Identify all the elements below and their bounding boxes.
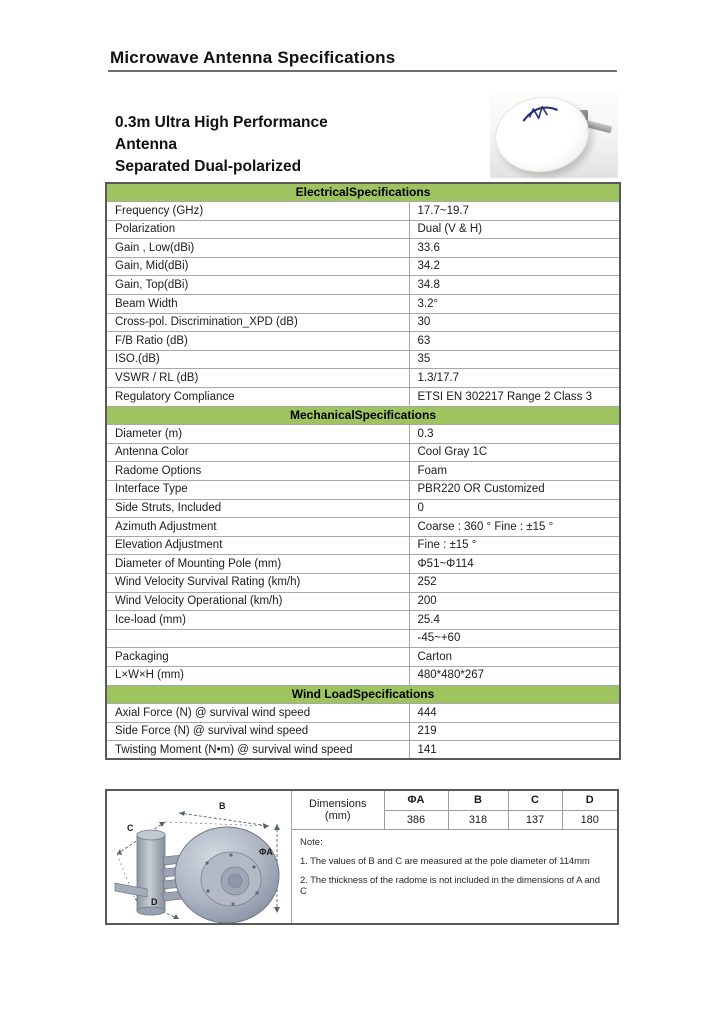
spec-label: Twisting Moment (N•m) @ survival wind speed [106,741,409,760]
spec-label: Gain , Low(dBi) [106,239,409,258]
spec-row [106,592,620,611]
spec-value: 252 [409,573,620,592]
spec-row [106,332,620,351]
spec-row [106,704,620,723]
spec-value: PBR220 OR Customized [409,481,620,500]
spec-value: 219 [409,722,620,741]
spec-row [106,629,620,648]
spec-label: F/B Ratio (dB) [106,332,409,351]
spec-row [106,481,620,500]
spec-label: Axial Force (N) @ survival wind speed [106,704,409,723]
spec-value: 63 [409,332,620,351]
spec-label: Azimuth Adjustment [106,518,409,537]
spec-row [106,202,620,221]
antenna-dish [490,91,594,178]
spec-row [106,536,620,555]
spec-value: ETSI EN 302217 Range 2 Class 3 [409,388,620,407]
section-header-wind-load: Wind LoadSpecifications [106,685,620,704]
spec-row [106,499,620,518]
spec-label: Beam Width [106,295,409,314]
spec-label: Interface Type [106,481,409,500]
spec-row [106,741,620,760]
dimensions-title-cell [292,791,384,829]
spec-row [106,313,620,332]
spec-row [106,573,620,592]
spec-value: Dual (V & H) [409,220,620,239]
dimensions-title: Dimensions [309,797,367,810]
spec-row [106,369,620,388]
product-name-line2: Antenna [115,136,177,153]
antenna-dimension-drawing [107,791,291,923]
spec-value: Carton [409,648,620,667]
dim-col-header: ΦA [384,791,448,810]
spec-row [106,350,620,369]
spec-table [105,182,619,760]
spec-row [106,257,620,276]
spec-label: Elevation Adjustment [106,536,409,555]
spec-label: Antenna Color [106,443,409,462]
spec-label: Side Struts, Included [106,499,409,518]
product-name-line3: Separated Dual-polarized [115,158,302,175]
dim-value: 137 [508,810,562,829]
product-name-line1: 0.3m Ultra High Performance [115,114,328,131]
spec-value: Coarse : 360 ° Fine : ±15 ° [409,518,620,537]
spec-value: 0 [409,499,620,518]
spec-row [106,220,620,239]
dim-value: 180 [562,810,617,829]
dimension-diagram [107,791,292,923]
product-photo [490,92,618,178]
spec-row [106,462,620,481]
dim-col-header: D [562,791,617,810]
spec-value: -45~+60 [409,629,620,648]
spec-value: 480*480*267 [409,666,620,685]
spec-value: 34.2 [409,257,620,276]
spec-label: Radome Options [106,462,409,481]
notes-block [292,830,617,897]
spec-row [106,722,620,741]
spec-value: 33.6 [409,239,620,258]
spec-value: Fine : ±15 ° [409,536,620,555]
spec-row [106,295,620,314]
spec-row [106,648,620,667]
brand-logo-icon [491,92,587,138]
spec-label: ISO.(dB) [106,350,409,369]
spec-label: Gain, Top(dBi) [106,276,409,295]
spec-label: Diameter of Mounting Pole (mm) [106,555,409,574]
spec-row [106,666,620,685]
dim-value: 386 [384,810,448,829]
spec-label: L×W×H (mm) [106,666,409,685]
spec-label: Frequency (GHz) [106,202,409,221]
page-title: Microwave Antenna Specifications [110,48,396,67]
section-header-electrical: ElectricalSpecifications [106,183,620,202]
spec-row [106,518,620,537]
spec-row [106,239,620,258]
spec-label: VSWR / RL (dB) [106,369,409,388]
spec-row [106,443,620,462]
spec-value: 34.8 [409,276,620,295]
dimension-info [292,791,617,923]
spec-label: Gain, Mid(dBi) [106,257,409,276]
spec-value: 444 [409,704,620,723]
dimensions-unit: (mm) [324,809,351,822]
spec-value: 0.3 [409,425,620,444]
note-title: Note: [300,836,323,848]
spec-label: Side Force (N) @ survival wind speed [106,722,409,741]
section-header-mechanical: MechanicalSpecifications [106,406,620,425]
dim-label-b: B [219,801,226,811]
spec-label: Regulatory Compliance [106,388,409,407]
spec-value: Foam [409,462,620,481]
product-name [115,112,485,178]
bottom-panel [105,789,619,925]
note-item: 1. The values of B and C are measured at the pole diameter of 114mm [300,855,590,867]
title-underline [108,70,617,72]
note-item: 2. The thickness of the radome is not included in the dimensions of A and C [300,874,600,897]
spec-label: Diameter (m) [106,425,409,444]
spec-row [106,388,620,407]
spec-value: 1.3/17.7 [409,369,620,388]
spec-value: 200 [409,592,620,611]
spec-row [106,425,620,444]
spec-row [106,276,620,295]
spec-label: Wind Velocity Operational (km/h) [106,592,409,611]
spec-value: Cool Gray 1C [409,443,620,462]
dimensions-table [292,791,617,830]
spec-label: Cross-pol. Discrimination_XPD (dB) [106,313,409,332]
spec-label: Wind Velocity Survival Rating (km/h) [106,573,409,592]
spec-label: Ice-load (mm) [106,611,409,630]
spec-value: 25.4 [409,611,620,630]
spec-label: Polarization [106,220,409,239]
spec-value: Φ51~Φ114 [409,555,620,574]
dim-label-d: D [151,897,158,907]
dim-label-c: C [127,823,134,833]
spec-value: 35 [409,350,620,369]
dim-col-header: C [508,791,562,810]
dim-label-a: ΦA [259,847,273,857]
spec-label: Packaging [106,648,409,667]
dim-col-header: B [448,791,508,810]
spec-value: 17.7~19.7 [409,202,620,221]
spec-value: 3.2° [409,295,620,314]
spec-label [106,629,409,648]
spec-value: 141 [409,741,620,760]
spec-row [106,555,620,574]
spec-row [106,611,620,630]
spec-value: 30 [409,313,620,332]
dim-value: 318 [448,810,508,829]
